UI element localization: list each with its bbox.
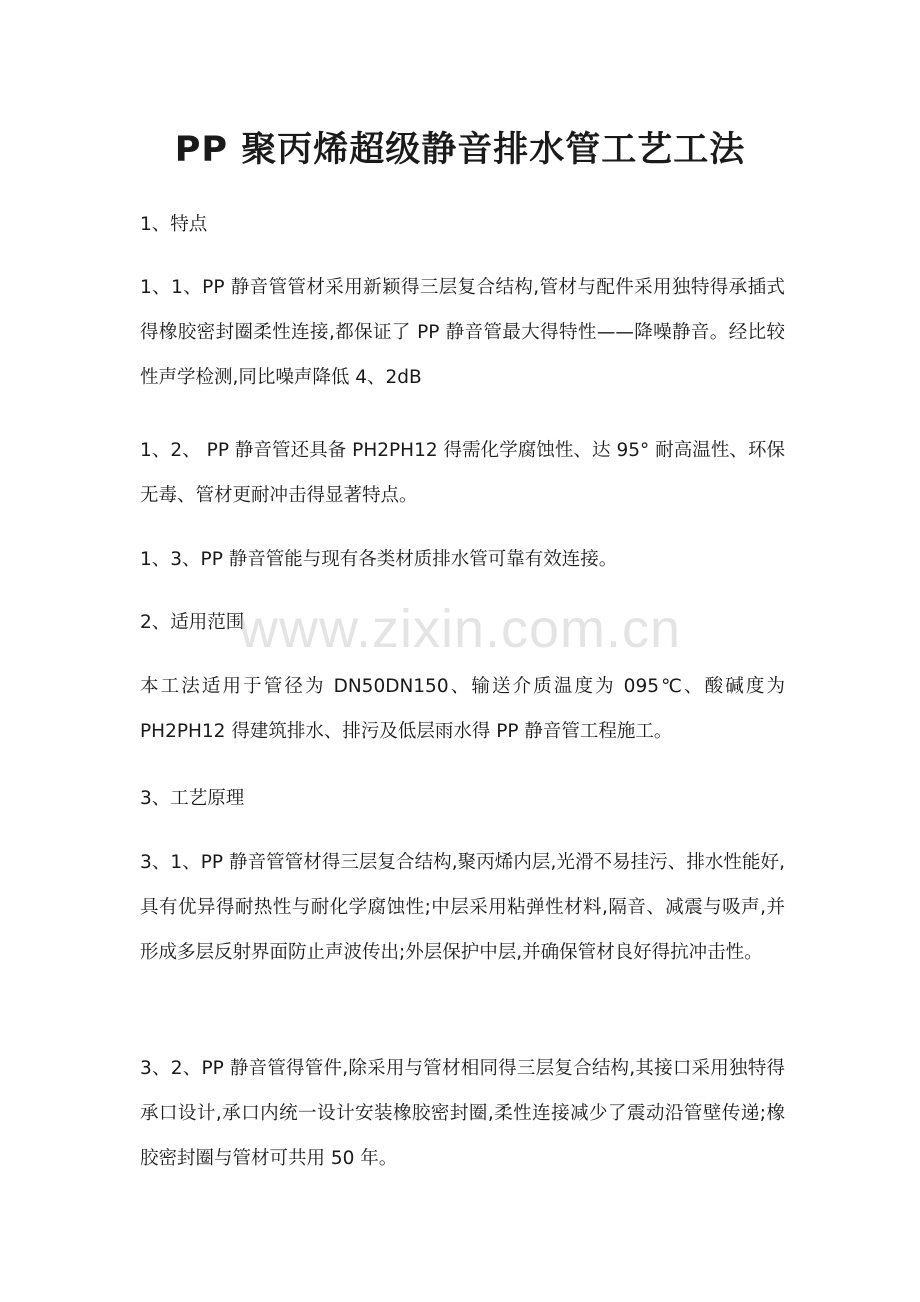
paragraph-1-1: 1、1、PP 静音管管材采用新颖得三层复合结构,管材与配件采用独特得承插式得橡胶密封圈柔性连接,都保证了 PP 静音管最大得特性——降噪静音。经比较性声学检测,同比噪声降低 4、2dB — [140, 277, 785, 388]
document-title: PP 聚丙烯超级静音排水管工艺工法 — [174, 130, 746, 170]
watermark: www.zixin.com.cn — [238, 599, 682, 659]
paragraph-1-2: 1、2、 PP 静音管还具备 PH2PH12 得需化学腐蚀性、达 95° 耐高温性、环保无毒、管材更耐冲击得显著特点。 — [140, 440, 785, 506]
section-heading-features: 1、特点 — [140, 214, 208, 235]
paragraph-3-2: 3、2、PP 静音管得管件,除采用与管材相同得三层复合结构,其接口采用独特得承口设计,承口内统一设计安装橡胶密封圈,柔性连接减少了震动沿管壁传递;橡胶密封圈与管材可共用 50 年。 — [140, 1058, 785, 1169]
paragraph-3-1: 3、1、PP 静音管管材得三层复合结构,聚丙烯内层,光滑不易挂污、排水性能好,具有优异得耐热性与耐化学腐蚀性;中层采用粘弹性材料,隔音、减震与吸声,并形成多层反射界面防止声波传出;外层保护中层,并确保管材良好得抗冲击性。 — [140, 852, 785, 963]
section-heading-principle: 3、工艺原理 — [140, 788, 245, 809]
paragraph-1-3: 1、3、PP 静音管能与现有各类材质排水管可靠有效连接。 — [140, 549, 618, 570]
section-heading-scope: 2、适用范围 — [140, 612, 245, 633]
paragraph-scope: 本工法适用于管径为 DN50DN150、输送介质温度为 095℃、酸碱度为 PH2PH12 得建筑排水、排污及低层雨水得 PP 静音管工程施工。 — [140, 676, 785, 742]
